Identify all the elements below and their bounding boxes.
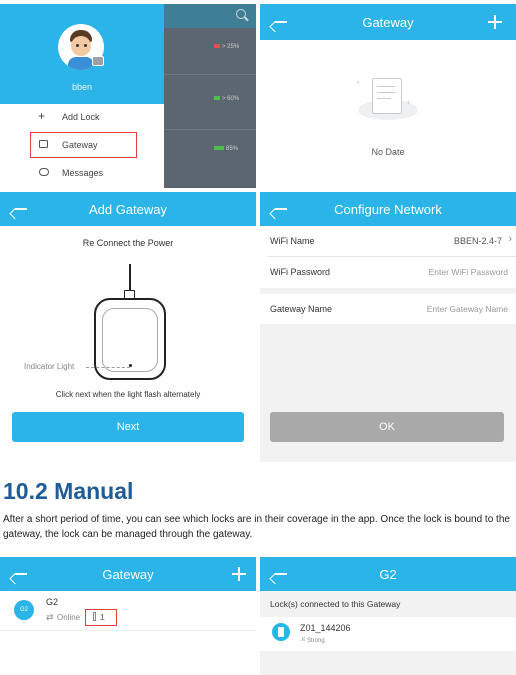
wifi-password-input[interactable]: Enter WiFi Password (428, 267, 508, 277)
gateway-name-input[interactable]: Enter Gateway Name (426, 304, 508, 314)
gateway-badge-icon: G2 (14, 600, 34, 620)
screen-gateway-list (0, 557, 256, 675)
gateway-list-item[interactable] (0, 591, 256, 631)
wifi-name-label: WiFi Name (270, 236, 315, 246)
page-title: Gateway (362, 15, 414, 30)
empty-illustration: + + (354, 70, 422, 130)
message-icon (39, 168, 49, 176)
indicator-label: Indicator Light (24, 362, 75, 371)
section-heading: 10.2 Manual (3, 478, 134, 504)
page-title: Gateway (102, 567, 154, 582)
lock-count: 1 (100, 612, 105, 622)
battery-indicator: > 25% (214, 44, 239, 50)
add-icon[interactable] (488, 15, 502, 29)
signal-icon: .ıl (300, 637, 305, 643)
lock-device-icon (272, 623, 290, 641)
screen-drawer (0, 4, 256, 188)
gateway-name-label: Gateway Name (270, 304, 333, 314)
camera-icon[interactable] (92, 56, 104, 66)
hint-text: Click next when the light flash alternately (55, 390, 201, 399)
list-subtitle: Lock(s) connected to this Gateway (270, 599, 401, 609)
chevron-right-icon: › (508, 233, 512, 245)
ok-button[interactable]: OK (270, 412, 504, 442)
header (260, 4, 516, 40)
lock-list-item[interactable] (260, 617, 516, 651)
wifi-name-row[interactable] (268, 226, 516, 257)
menu-item-messages[interactable]: Messages (38, 166, 158, 182)
battery-indicator: 85% (214, 146, 238, 152)
drawer-header (0, 4, 164, 104)
section-body: After a short period of time, you can see which locks are in their coverage in the app. Once the lock is bound to the gateway, the lock can be managed through the gateway. (3, 514, 510, 540)
add-icon[interactable] (232, 567, 246, 581)
gateway-icon (39, 140, 48, 148)
battery-indicator: > 60% (214, 96, 239, 102)
gateway-name-row (260, 294, 516, 324)
header (0, 192, 256, 226)
page-title: G2 (379, 567, 397, 582)
header (260, 557, 516, 591)
menu-item-add-lock[interactable]: + Add Lock (38, 109, 100, 123)
signal-strength: Strong (307, 638, 325, 644)
user-name: bben (71, 82, 93, 92)
screen-configure-network (260, 192, 516, 462)
lock-name: Z01_144206 (300, 623, 351, 633)
screen-gateway-empty (260, 4, 516, 188)
page-title: Configure Network (334, 202, 442, 217)
screen-add-gateway (0, 192, 256, 462)
gateway-status: Online (57, 613, 81, 622)
empty-text: No Date (371, 147, 405, 157)
indicator-leader-line (86, 367, 130, 368)
wifi-name-value: BBEN-2.4-7 (453, 236, 502, 246)
menu-item-gateway[interactable]: Gateway (38, 138, 138, 154)
instruction-text: Re Connect the Power (82, 238, 174, 248)
wifi-password-row (268, 257, 516, 288)
page-title: Add Gateway (88, 202, 168, 217)
header (0, 557, 256, 591)
screen-gateway-detail (260, 557, 516, 675)
lock-icon (93, 612, 96, 621)
next-button[interactable]: Next (12, 412, 244, 442)
gateway-name: G2 (46, 597, 59, 607)
header (260, 192, 516, 226)
plus-icon: + (38, 109, 46, 123)
drawer-backdrop[interactable] (164, 4, 256, 188)
wifi-password-label: WiFi Password (270, 267, 331, 277)
sync-icon: ⇄ (46, 612, 54, 622)
wifi-form (260, 226, 516, 288)
